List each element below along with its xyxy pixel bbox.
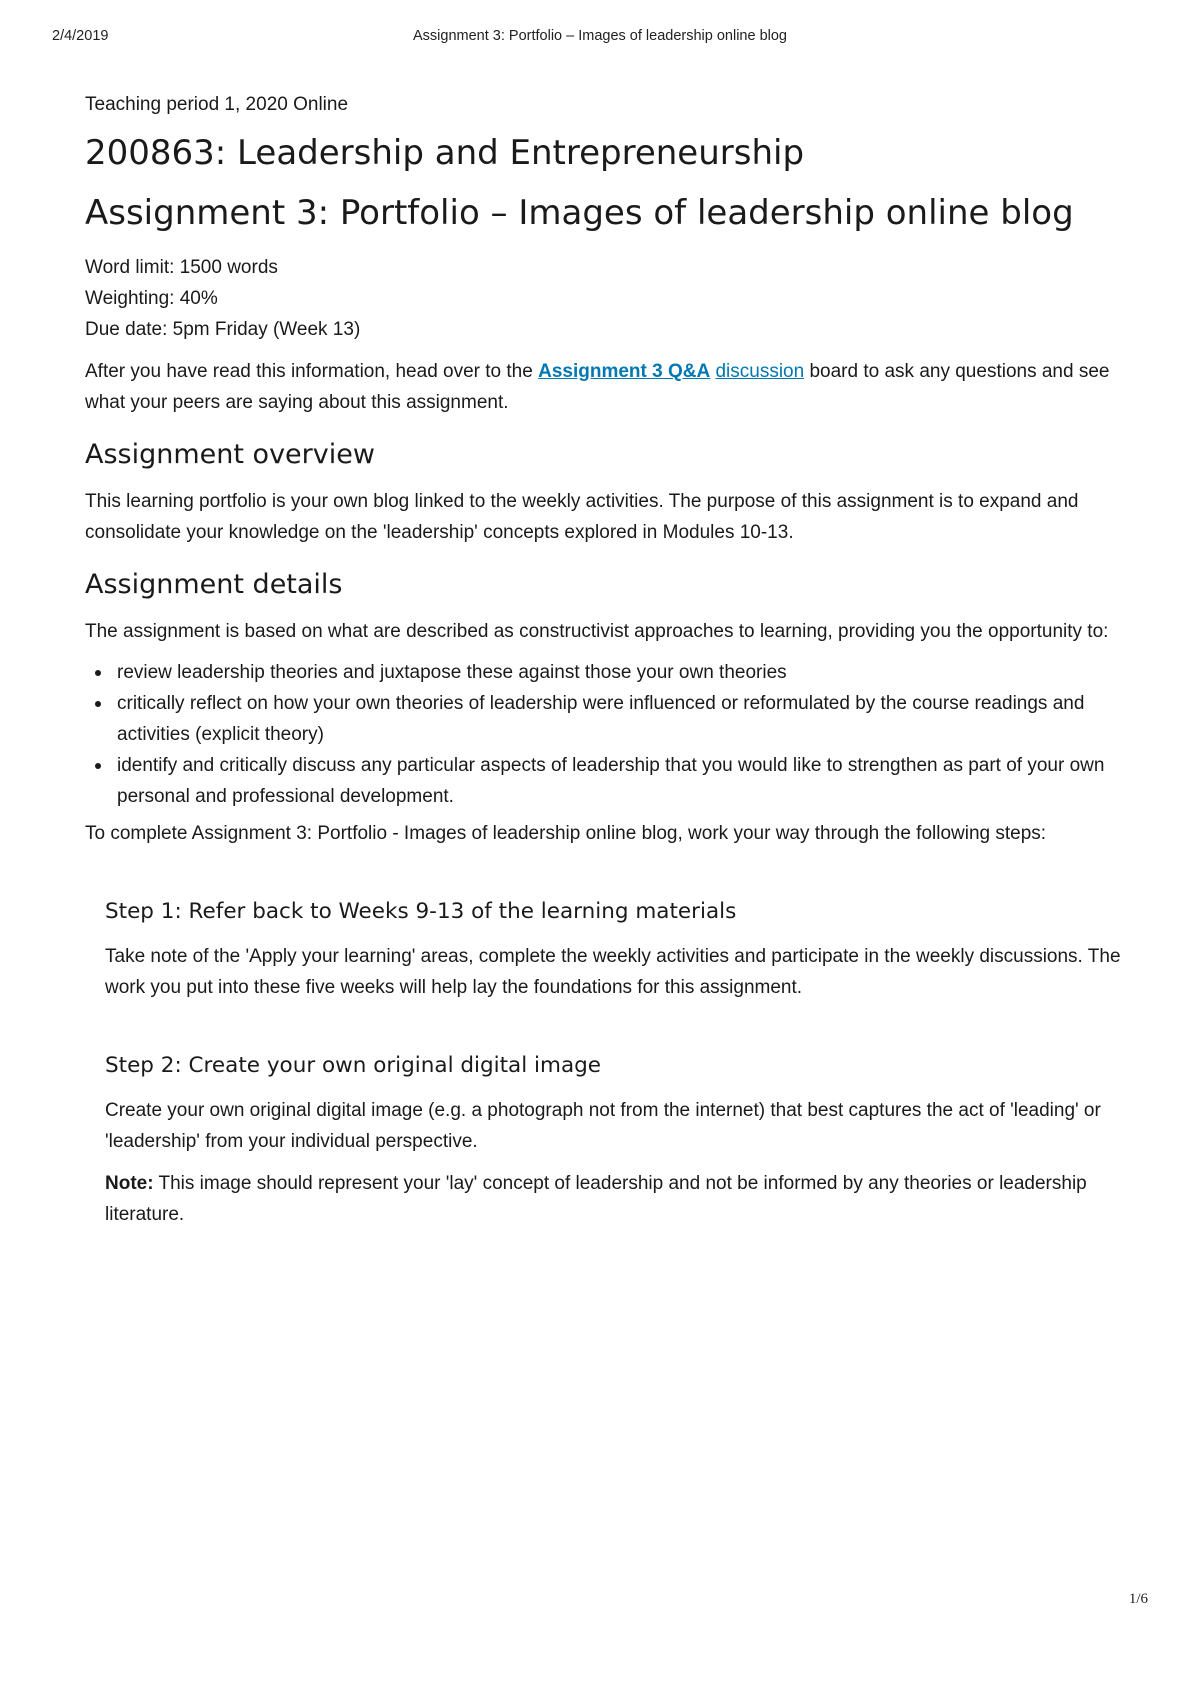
list-item-text: critically reflect on how your own theories of leadership were influenced or reformulated by the course readings and activities (explicit theory) (117, 693, 1085, 745)
print-header (52, 28, 1148, 50)
objectives-list (85, 657, 1125, 812)
step-1-heading: Step 1: Refer back to Weeks 9-13 of the learning materials (105, 899, 737, 924)
list-item-text: review leadership theories and juxtapose these against those your own theories (117, 662, 787, 683)
step-2 (105, 1051, 1125, 1230)
teaching-period: Teaching period 1, 2020 Online (85, 94, 349, 115)
weighting: Weighting: 40% (85, 288, 218, 309)
intro-paragraph (85, 356, 1125, 418)
step-1 (105, 897, 1125, 1003)
list-item (85, 750, 1125, 812)
note-label: Note: (105, 1173, 154, 1194)
note-text: This image should represent your 'lay' concept of leadership and not be informed by any theories or leadership literature. (105, 1173, 1087, 1225)
assignment-meta (85, 252, 1125, 345)
bullet-icon (95, 763, 101, 769)
overview-heading: Assignment overview (85, 439, 375, 470)
list-item-text: identify and critically discuss any particular aspects of leadership that you would like to strengthen as part of your own personal and professional development. (117, 755, 1105, 807)
word-limit: Word limit: 1500 words (85, 257, 278, 278)
steps-intro: To complete Assignment 3: Portfolio - Images of leadership online blog, work your way through the following steps: (85, 823, 1047, 844)
details-heading: Assignment details (85, 569, 343, 600)
assignment-title: Assignment 3: Portfolio – Images of leadership online blog (85, 193, 1074, 233)
page-number: 1/6 (1128, 1591, 1148, 1607)
print-date: 2/4/2019 (52, 28, 109, 44)
step-2-text: Create your own original digital image (e.g. a photograph not from the internet) that best captures the act of 'leading' or 'leadership' from your individual perspective. (105, 1100, 1101, 1152)
overview-text: This learning portfolio is your own blog linked to the weekly activities. The purpose of this assignment is to expand and consolidate your knowledge on the 'leadership' concepts explored in Modules 10-13. (85, 491, 1079, 543)
list-item (85, 657, 1125, 688)
step-1-text: Take note of the 'Apply your learning' areas, complete the weekly activities and participate in the weekly discussions. The work you put into these five weeks will help lay the foundations for this assignment. (105, 946, 1121, 998)
intro-text-before: After you have read this information, head over to the (85, 361, 539, 382)
due-date: Due date: 5pm Friday (Week 13) (85, 319, 361, 340)
list-item (85, 688, 1125, 750)
bullet-icon (95, 670, 101, 676)
details-text: The assignment is based on what are described as constructivist approaches to learning, providing you the opportunity to: (85, 621, 1109, 642)
intro-text-after: board to ask any questions and see what your peers are saying about this assignment. (85, 361, 1110, 413)
print-title: Assignment 3: Portfolio – Images of leadership online blog (413, 28, 787, 44)
bullet-icon (95, 701, 101, 707)
step-2-heading: Step 2: Create your own original digital image (105, 1053, 602, 1078)
assignment-qa-link[interactable]: Assignment 3 Q&A (538, 361, 711, 382)
document-body (85, 92, 1125, 1230)
step-2-note (105, 1168, 1125, 1230)
discussion-link[interactable]: discussion (715, 361, 805, 382)
course-title: 200863: Leadership and Entrepreneurship (85, 133, 805, 173)
